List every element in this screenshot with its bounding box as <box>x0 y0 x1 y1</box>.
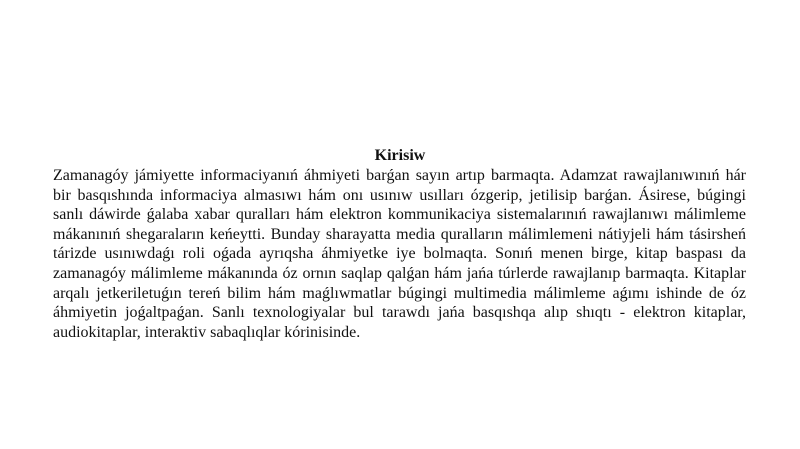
document-title: Kirisiw <box>374 147 426 164</box>
document-body-paragraph: Zamanagóy jámiyette informaciyanıń áhmiyeti barǵan sayın artıp barmaqta. Adamzat rawajlanıwınıń hár bir basqıshında informaciya almasıwı hám onı usınıw usılları ózgerip, jetilisip barǵan. Ásirese, búgingi sanlı dáwirde ǵalaba xabar quralları hám elektron kommunikaciya sistemalarınıń rawajlanıwı málimleme mákanınıń shegaraların keńeytti. Bunday sharayatta media quralların málimlemeni nátiyjeli hám tásirsheń tárizde usınıwdaǵı roli oǵada ayrıqsha áhmiyetke iye bolmaqta. Sonıń menen birge, kitap baspası da zamanagóy málimleme mákanında óz ornın saqlap qalǵan hám jańa túrlerde rawajlanıp barmaqta. Kitaplar arqalı jetkeriletuǵın tereń bilim hám maǵlıwmatlar búgingi multimedia málimleme aǵımı ishinde de óz áhmiyetin joǵaltpaǵan. Sanlı texnologiyalar bul tarawdı jańa basqıshqa alıp shıqtı - elektron kitaplar, audiokitaplar, interaktiv sabaqlıqlar kórinisinde. <box>53 167 746 341</box>
